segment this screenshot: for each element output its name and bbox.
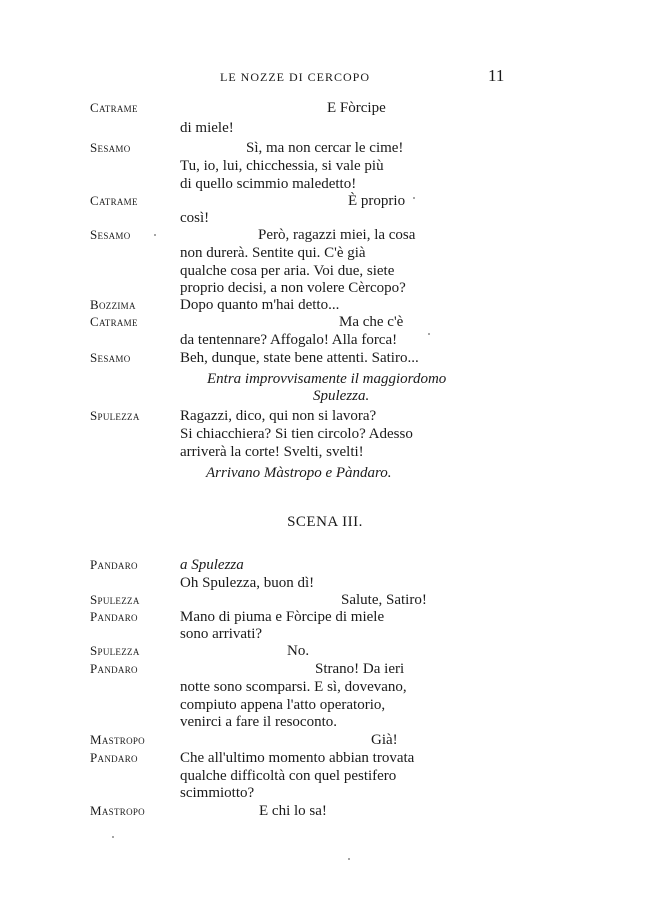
line-text: Tu, io, lui, chicchessia, si vale più (180, 158, 384, 174)
stage-text: Entra improvvisamente il maggiordomo (207, 371, 447, 387)
speaker-name: Pandaro (90, 557, 138, 572)
dialogue-line (0, 243, 650, 263)
dialogue-line (0, 801, 650, 821)
speaker-name: Pandaro (90, 750, 138, 765)
speaker-name: Catrame (90, 100, 138, 115)
speaker-name: Pandaro (90, 609, 138, 624)
speaker-name: Sesamo (90, 350, 131, 365)
line-text: qualche cosa per aria. Voi due, siete (180, 263, 395, 279)
dialogue-line (0, 406, 650, 426)
stage-text: Spulezza. (313, 388, 370, 404)
scan-speck (348, 858, 350, 860)
line-text: sono arrivati? (180, 626, 263, 642)
speaker-name: Mastropo (90, 732, 145, 747)
speaker-name: Bozzima (90, 297, 136, 312)
speaker-name: Catrame (90, 193, 138, 208)
dialogue-line (0, 348, 650, 368)
line-text: Sì, ma non cercar le cime! (246, 140, 404, 156)
dialogue-line (0, 677, 650, 697)
scan-speck (112, 836, 114, 838)
line-text: Si chiacchiera? Si tien circolo? Adesso (180, 426, 413, 442)
stage-text: Arrivano Màstropo e Pàndaro. (206, 465, 392, 481)
line-text: Strano! Da ieri (315, 661, 405, 677)
line-text: così! (180, 210, 210, 226)
line-text: non durerà. Sentite qui. C'è già (180, 245, 366, 261)
speaker-name: Sesamo (90, 140, 131, 155)
line-text: proprio decisi, a non volere Cèrcopo? (180, 280, 406, 296)
line-text: venirci a fare il resoconto. (180, 714, 338, 730)
dialogue-line (0, 641, 650, 661)
dialogue-line (0, 555, 650, 575)
dialogue-line (0, 783, 650, 803)
running-title: LE NOZZE DI CERCOPO (220, 70, 370, 84)
dialogue-line (0, 225, 650, 245)
line-text: Ragazzi, dico, qui non si lavora? (180, 408, 377, 424)
line-text: Ma che c'è (339, 314, 404, 330)
line-text: di quello scimmio maledetto! (180, 176, 357, 192)
dialogue-line (0, 748, 650, 768)
scene-heading: SCENA III. (287, 514, 363, 530)
speaker-name: Spulezza (90, 643, 140, 658)
speaker-name: Catrame (90, 314, 138, 329)
line-text: di miele! (180, 120, 234, 136)
speaker-name: Spulezza (90, 408, 140, 423)
dialogue-line (0, 659, 650, 679)
line-text: compiuto appena l'atto operatorio, (180, 697, 386, 713)
dialogue-line (0, 312, 650, 332)
stage-direction (0, 386, 650, 406)
line-text: qualche difficoltà con quel pestifero (180, 768, 397, 784)
line-text: Mano di piuma e Fòrcipe di miele (180, 609, 385, 625)
line-text: E chi lo sa! (259, 803, 327, 819)
scan-speck (428, 333, 430, 335)
speaker-name: Mastropo (90, 803, 145, 818)
dialogue-line (0, 424, 650, 444)
stage-direction (0, 463, 650, 483)
line-text: Dopo quanto m'hai detto... (180, 297, 340, 313)
line-text: arriverà la corte! Svelti, svelti! (180, 444, 364, 460)
scan-speck (413, 197, 415, 199)
dialogue-line (0, 98, 650, 118)
stage-text: a Spulezza (180, 557, 244, 573)
line-text: scimmiotto? (180, 785, 255, 801)
line-text: E Fòrcipe (327, 100, 386, 116)
running-head (0, 66, 650, 90)
dialogue-line (0, 730, 650, 750)
page-number: 11 (488, 66, 505, 85)
line-text: Già! (371, 732, 398, 748)
speaker-name: Pandaro (90, 661, 138, 676)
dialogue-line (0, 442, 650, 462)
speaker-name: Sesamo (90, 227, 131, 242)
dialogue-line (0, 156, 650, 176)
line-text: È proprio (348, 193, 406, 209)
line-text: Oh Spulezza, buon dì! (180, 575, 315, 591)
line-text: da tentennare? Affogalo! Alla forca! (180, 332, 398, 348)
line-text: Che all'ultimo momento abbian trovata (180, 750, 415, 766)
line-text: No. (287, 643, 310, 659)
dialogue-line (0, 138, 650, 158)
dialogue-line (0, 712, 650, 732)
line-text: notte sono scomparsi. E sì, dovevano, (180, 679, 407, 695)
line-text: Però, ragazzi miei, la cosa (258, 227, 416, 243)
line-text: Salute, Satiro! (341, 592, 427, 608)
line-text: Beh, dunque, state bene attenti. Satiro... (180, 350, 419, 366)
speaker-name: Spulezza (90, 592, 140, 607)
scan-speck (154, 234, 156, 236)
dialogue-line (0, 118, 650, 138)
dialogue-line (0, 330, 650, 350)
